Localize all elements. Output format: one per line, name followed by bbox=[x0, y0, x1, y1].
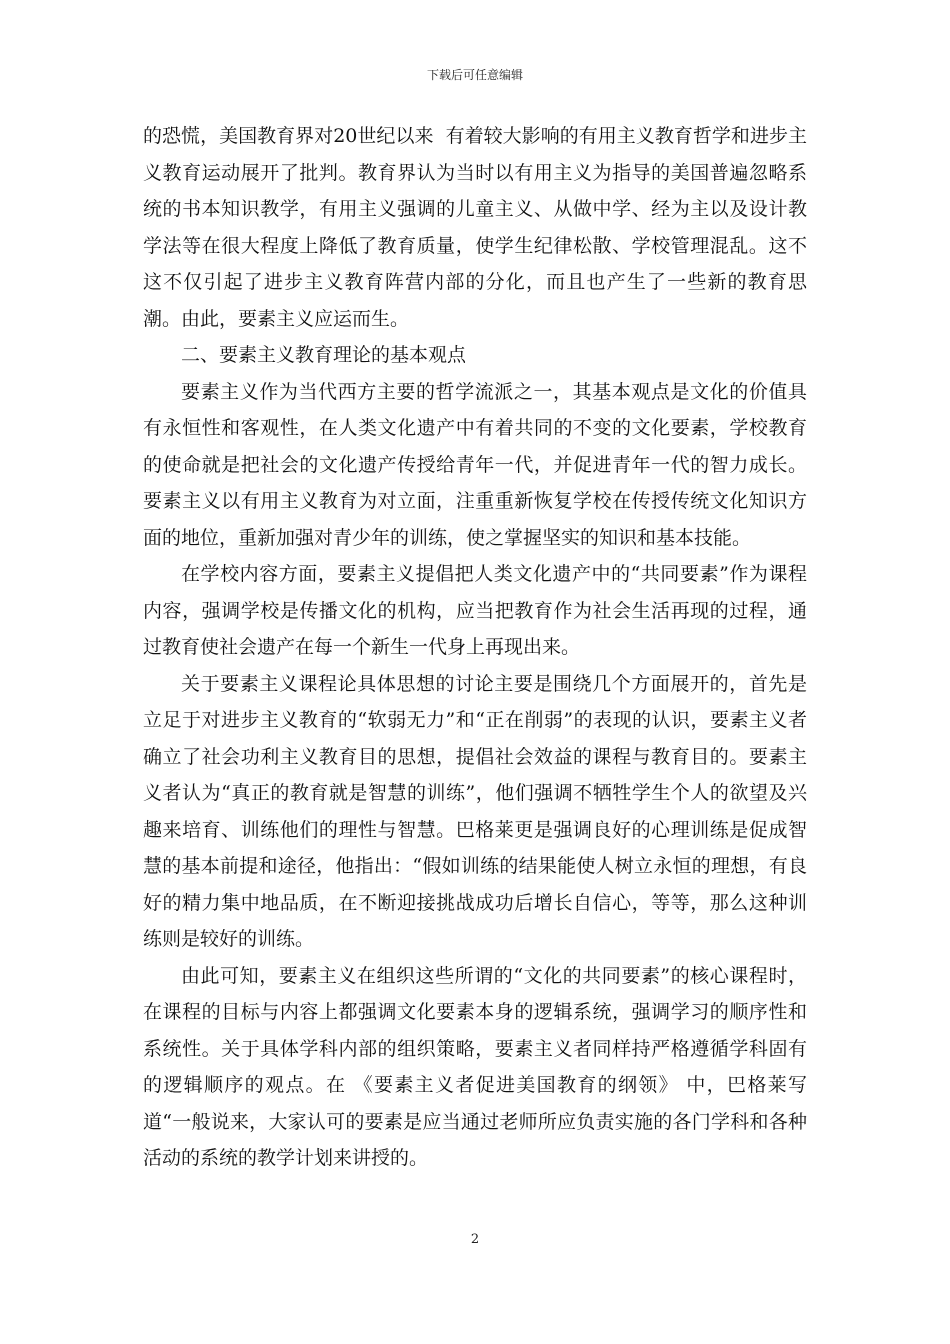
section-heading: 二、要素主义教育理论的基本观点 bbox=[181, 344, 467, 366]
document-body bbox=[143, 118, 807, 1177]
paragraph-4: 关于要素主义课程论具体思想的讨论主要是围绕几个方面展开的，首先是立足于对进步主义教育的“软弱无力”和“正在削弱”的表现的认识，要素主义者确立了社会功利主义教育目的思想，提倡社会效益的课程与教育目的。要素主义者认为“真正的教育就是智慧的训练”，他们强调不牺牲学生个人的欲望及兴趣来培育、训练他们的理性与智慧。巴格莱更是强调良好的心理训练是促成智慧的基本前提和途径，他指出：“假如训练的结果能使人树立永恒的理想，有良好的精力集中地品质，在不断迎接挑战成功后增长自信心，等等，那么这种训练则是较好的训练。 bbox=[143, 672, 807, 950]
paragraph-5: 由此可知，要素主义在组织这些所谓的“文化的共同要素”的核心课程时，在课程的目标与内容上都强调文化要素本身的逻辑系统，强调学习的顺序性和系统性。关于具体学科内部的组织策略，要素主义者同样持严格遵循学科固有的逻辑顺序的观点。在 《要素主义者促进美国教育的纲领》 中，巴格莱写道“一般说来，大家认可的要素是应当通过老师所应负责实施的各门学科和各种活动的系统的教学计划来讲授的。 bbox=[143, 964, 807, 1169]
paragraph-1: 的恐慌，美国教育界对20世纪以来 有着较大影响的有用主义教育哲学和进步主义教育运动展开了批判。教育界认为当时以有用主义为指导的美国普遍忽略系统的书本知识教学，有用主义强调的儿童主义、从做中学、经为主以及设计教学法等在很大程度上降低了教育质量，使学生纪律松散、学校管理混乱。这不这不仅引起了进步主义教育阵营内部的分化，而且也产生了一些新的教育思潮。由此，要素主义应运而生。 bbox=[143, 125, 807, 330]
paragraph-2: 要素主义作为当代西方主要的哲学流派之一，其基本观点是文化的价值具有永恒性和客观性，在人类文化遗产中有着共同的不变的文化要素，学校教育的使命就是把社会的文化遗产传授给青年一代，并促进青年一代的智力成长。要素主义以有用主义教育为对立面，注重重新恢复学校在传授传统文化知识方面的地位，重新加强对青少年的训练，使之掌握坚实的知识和基本技能。 bbox=[143, 380, 807, 549]
paragraph-3: 在学校内容方面，要素主义提倡把人类文化遗产中的“共同要素”作为课程内容，强调学校是传播文化的机构，应当把教育作为社会生活再现的过程，通过教育使社会遗产在每一个新生一代身上再现出来。 bbox=[143, 563, 807, 658]
page-number: 2 bbox=[470, 1232, 480, 1247]
page-header: 下载后可任意编辑 bbox=[426, 68, 523, 82]
